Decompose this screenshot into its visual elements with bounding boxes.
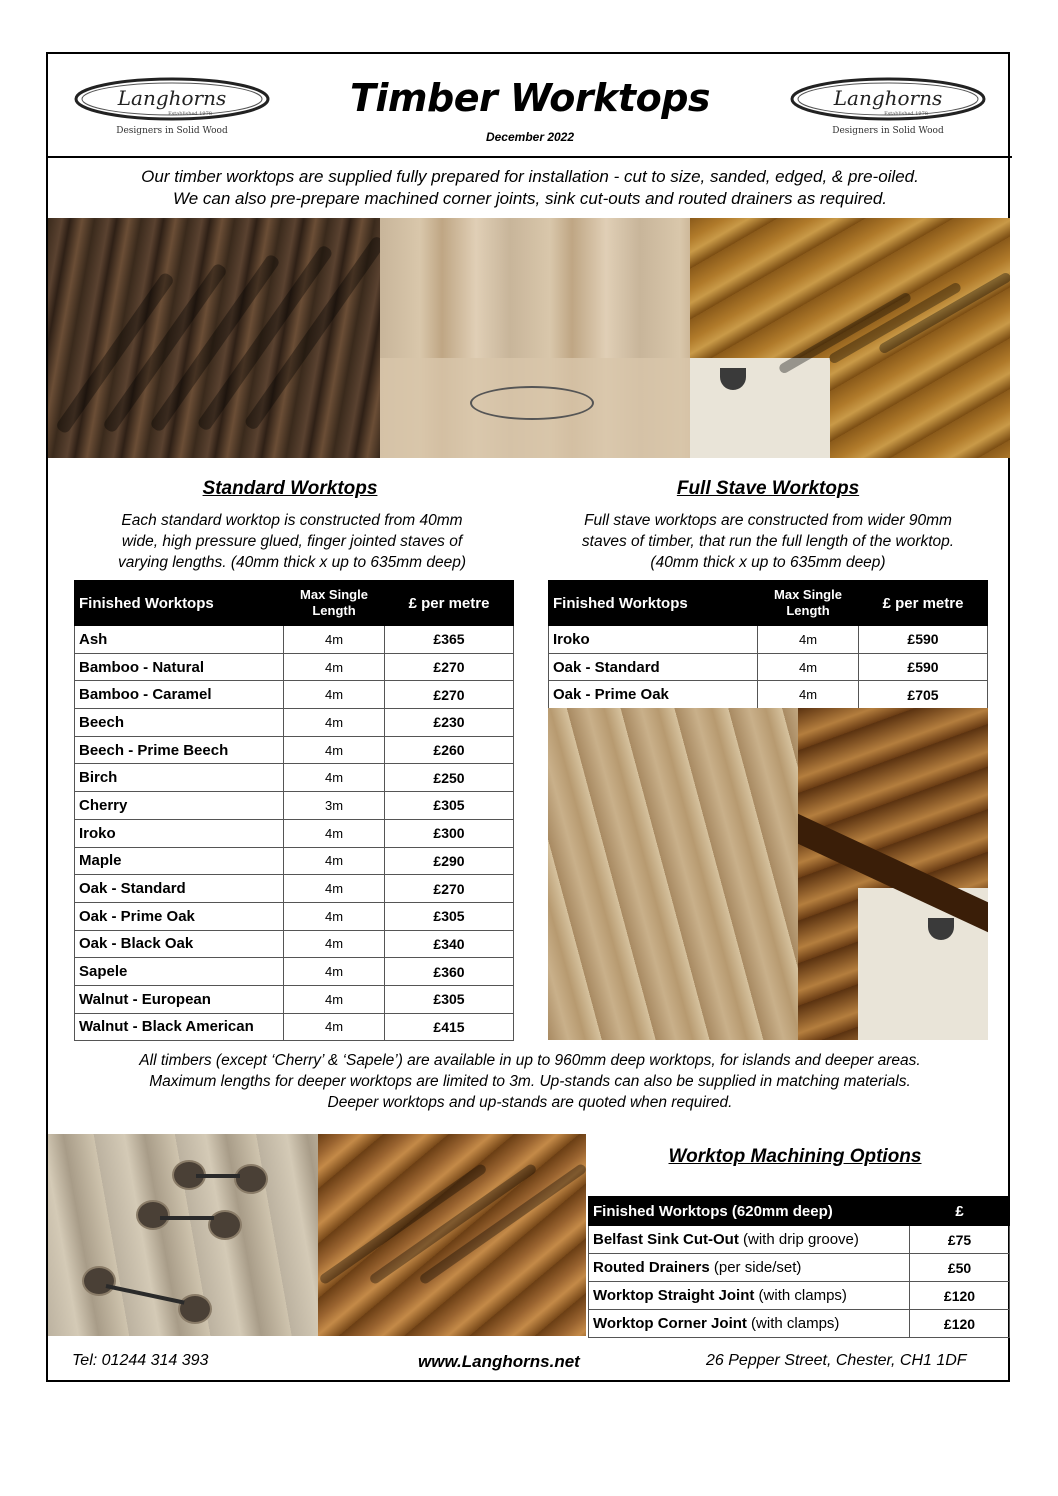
table-row (75, 653, 514, 681)
table-row (75, 681, 514, 709)
header-divider (46, 156, 1012, 158)
photo-oak-routed-drainer (318, 1134, 586, 1336)
worktop-name: Sapele (75, 958, 284, 986)
price-per-metre: £360 (385, 958, 514, 986)
photo-bamboo-drainer (690, 218, 1010, 458)
machining-option (589, 1254, 910, 1282)
table-row (589, 1254, 1010, 1282)
worktop-name: Oak - Standard (75, 875, 284, 903)
machining-price: £50 (910, 1254, 1010, 1282)
table-row (75, 764, 514, 792)
standard-desc-line-2: wide, high pressure glued, finger jointed staves of (121, 533, 463, 550)
table-row (75, 792, 514, 820)
table-row (75, 902, 514, 930)
worktop-name: Birch (75, 764, 284, 792)
intro-line-1: Our timber worktops are supplied fully prepared for installation - cut to size, sanded, edged, & pre-oiled. (141, 167, 919, 186)
price-per-metre: £270 (385, 681, 514, 709)
price-per-metre: £300 (385, 819, 514, 847)
machining-price: £120 (910, 1310, 1010, 1338)
price-per-metre: £305 (385, 792, 514, 820)
machining-option-detail: (per side/set) (709, 1259, 802, 1276)
price-per-metre: £305 (385, 985, 514, 1013)
machining-option-name: Worktop Corner Joint (593, 1315, 747, 1332)
worktop-name: Bamboo - Caramel (75, 681, 284, 709)
full-stave-price-table (548, 580, 988, 709)
price-per-metre: £415 (385, 1013, 514, 1041)
standard-desc-line-1: Each standard worktop is constructed from 40mm (121, 512, 463, 529)
machining-price: £120 (910, 1282, 1010, 1310)
table-row (75, 709, 514, 737)
table-row (75, 1013, 514, 1041)
fullstave-desc-line-3: (40mm thick x up to 635mm deep) (650, 554, 886, 571)
price-per-metre: £705 (859, 681, 988, 709)
fullstave-desc-line-2: staves of timber, that run the full length of the worktop. (581, 533, 955, 550)
machining-option-name: Worktop Straight Joint (593, 1287, 755, 1304)
machining-option-name: Belfast Sink Cut-Out (593, 1231, 739, 1248)
worktop-name: Beech (75, 709, 284, 737)
machining-option-detail: (with drip groove) (738, 1231, 859, 1248)
table-row (75, 930, 514, 958)
col-price-per-metre: £ per metre (385, 581, 514, 626)
note-line-2: Maximum lengths for deeper worktops are limited to 3m. Up-stands can also be supplied in matching materials. (149, 1073, 911, 1090)
machining-price-table (588, 1196, 1010, 1338)
page-date: December 2022 (485, 130, 575, 144)
max-length: 4m (284, 736, 385, 764)
logo-text: Langhorns (117, 86, 227, 110)
col-max-single-length: Max Single Length (284, 581, 385, 626)
max-length: 4m (284, 764, 385, 792)
standard-price-table (74, 580, 514, 1041)
table-row (589, 1226, 1010, 1254)
machining-option (589, 1310, 910, 1338)
max-length: 4m (284, 626, 385, 654)
worktop-name: Oak - Standard (549, 653, 758, 681)
price-per-metre: £290 (385, 847, 514, 875)
max-length: 4m (284, 819, 385, 847)
table-row (75, 847, 514, 875)
note-line-1: All timbers (except ‘Cherry’ & ‘Sapele’) are available in up to 960mm deep worktops, for islands and deeper areas. (139, 1052, 921, 1069)
fullstave-desc-line-1: Full stave worktops are constructed from wider 90mm (584, 512, 952, 529)
table-row (589, 1282, 1010, 1310)
machining-option (589, 1226, 910, 1254)
col-finished-worktops: Finished Worktops (549, 581, 758, 626)
langhorns-logo-right (788, 74, 988, 144)
worktop-name: Walnut - European (75, 985, 284, 1013)
footer-website-link[interactable]: www.Langhorns.net (418, 1352, 580, 1371)
worktop-name: Iroko (549, 626, 758, 654)
price-per-metre: £365 (385, 626, 514, 654)
worktop-name: Oak - Prime Oak (75, 902, 284, 930)
price-per-metre: £270 (385, 875, 514, 903)
langhorns-logo-left (72, 74, 272, 144)
price-per-metre: £260 (385, 736, 514, 764)
photo-iroko-worktop (798, 708, 988, 1040)
max-length: 4m (284, 958, 385, 986)
max-length: 4m (758, 681, 859, 709)
table-row (589, 1310, 1010, 1338)
standard-desc-line-3: varying lengths. (40mm thick x up to 635mm deep) (117, 554, 467, 571)
worktop-name: Walnut - Black American (75, 1013, 284, 1041)
footer-address: 26 Pepper Street, Chester, CH1 1DF (706, 1352, 967, 1369)
max-length: 4m (758, 653, 859, 681)
worktop-name: Beech - Prime Beech (75, 736, 284, 764)
page-title: Timber Worktops (349, 76, 711, 120)
max-length: 4m (284, 681, 385, 709)
logo-tagline: Designers in Solid Wood (832, 126, 944, 136)
worktop-name: Bamboo - Natural (75, 653, 284, 681)
table-row (75, 819, 514, 847)
max-length: 4m (284, 847, 385, 875)
price-per-metre: £305 (385, 902, 514, 930)
worktop-name: Oak - Black Oak (75, 930, 284, 958)
worktop-name: Maple (75, 847, 284, 875)
worktop-name: Cherry (75, 792, 284, 820)
table-row (549, 626, 988, 654)
photo-oak-full-stave (548, 708, 798, 1040)
deeper-worktops-note (60, 1050, 1000, 1113)
col-price: £ (910, 1197, 1010, 1226)
max-length: 4m (758, 626, 859, 654)
photo-oak-branded-edge (380, 218, 690, 458)
table-row (75, 958, 514, 986)
full-stave-description (536, 510, 1000, 573)
col-max-single-length: Max Single Length (758, 581, 859, 626)
photo-walnut-drainer (48, 218, 380, 458)
worktop-name: Iroko (75, 819, 284, 847)
table-row (549, 653, 988, 681)
logo-established: Established 1978 (884, 111, 928, 117)
full-stave-heading: Full Stave Worktops (676, 478, 860, 499)
max-length: 4m (284, 875, 385, 903)
machining-price: £75 (910, 1226, 1010, 1254)
price-per-metre: £270 (385, 653, 514, 681)
logo-text: Langhorns (833, 86, 943, 110)
price-per-metre: £230 (385, 709, 514, 737)
intro-text (60, 166, 1000, 210)
machining-option (589, 1282, 910, 1310)
price-per-metre: £250 (385, 764, 514, 792)
col-finished-worktops: Finished Worktops (75, 581, 284, 626)
price-per-metre: £590 (859, 626, 988, 654)
logo-established: Established 1978 (168, 111, 212, 117)
table-row (549, 681, 988, 709)
max-length: 4m (284, 709, 385, 737)
table-row (75, 875, 514, 903)
machining-option-name: Routed Drainers (593, 1259, 710, 1276)
col-finished-worktops-620mm: Finished Worktops (620mm deep) (589, 1197, 910, 1226)
max-length: 4m (284, 653, 385, 681)
table-row (75, 985, 514, 1013)
price-per-metre: £340 (385, 930, 514, 958)
max-length: 4m (284, 985, 385, 1013)
max-length: 4m (284, 930, 385, 958)
standard-worktops-heading: Standard Worktops (202, 478, 378, 499)
machining-option-detail: (with clamps) (754, 1287, 847, 1304)
max-length: 4m (284, 1013, 385, 1041)
col-price-per-metre: £ per metre (859, 581, 988, 626)
standard-worktops-description (60, 510, 524, 573)
table-row (75, 736, 514, 764)
price-per-metre: £590 (859, 653, 988, 681)
machining-option-detail: (with clamps) (746, 1315, 840, 1332)
worktop-name: Ash (75, 626, 284, 654)
worktop-name: Oak - Prime Oak (549, 681, 758, 709)
logo-tagline: Designers in Solid Wood (116, 126, 228, 136)
machining-options-heading: Worktop Machining Options (668, 1146, 922, 1167)
footer-telephone: Tel: 01244 314 393 (72, 1352, 209, 1369)
max-length: 3m (284, 792, 385, 820)
intro-line-2: We can also pre-prepare machined corner joints, sink cut-outs and routed drainers as required. (172, 189, 888, 208)
note-line-3: Deeper worktops and up-stands are quoted when required. (327, 1094, 733, 1111)
photo-worktop-joint-clamps (48, 1134, 318, 1336)
max-length: 4m (284, 902, 385, 930)
table-row (75, 626, 514, 654)
